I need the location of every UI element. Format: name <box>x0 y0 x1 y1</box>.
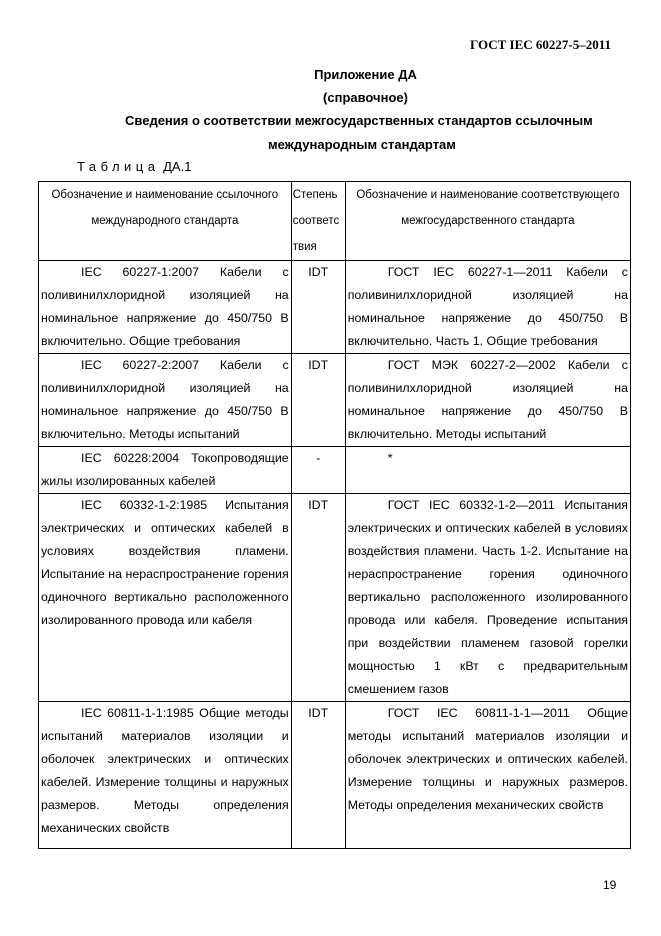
cell-degree: IDT <box>291 261 345 354</box>
header-intl-standard: Обозначение и наименование ссылочного международного стандарта <box>39 182 292 261</box>
document-code: ГОСТ IEC 60227-5–2011 <box>470 37 612 52</box>
table-row <box>39 447 631 494</box>
cell-degree: IDT <box>291 702 345 849</box>
cell-degree: IDT <box>291 494 345 702</box>
cell-interstate-standard: ГОСТ IEC 60332-1-2—2011 Испытания электрических и оптических кабелей в условиях воздействия пламени. Часть 1-2. Испытание на нераспространение горения одиночного вертикально расположенного изолированного провода или кабеля. Проведение испытания при воздействии пламенем газовой горелки мощностью 1 кВт с предварительным смешением газов <box>345 494 630 702</box>
cell-degree: IDT <box>291 354 345 447</box>
appendix-title: Приложение ДА <box>314 67 417 82</box>
page-number: 19 <box>603 878 617 892</box>
cell-interstate-standard: ГОСТ IEC 60811-1-1—2011 Общие методы испытаний материалов изоляции и оболочек электрических и оптических кабелей. Измерение толщины и наружных размеров. Методы определения механических свойств <box>345 702 630 849</box>
table-caption-number: ДА.1 <box>163 159 192 174</box>
cell-intl-standard: IEC 60227-2:2007 Кабели с поливинилхлоридной изоляцией на номинальное напряжение до 450/750 В включительно. Методы испытаний <box>39 354 292 447</box>
table-row <box>39 261 631 354</box>
table-header-row <box>39 182 631 261</box>
header-degree: Степень соответствия <box>291 182 345 261</box>
table-caption <box>77 159 191 174</box>
table-row <box>39 494 631 702</box>
cell-intl-standard: IEC 60227-1:2007 Кабели с поливинилхлоридной изоляцией на номинальное напряжение до 450/750 В включительно. Общие требования <box>39 261 292 354</box>
table-row <box>39 702 631 849</box>
cell-intl-standard: IEC 60811-1-1:1985 Общие методы испытаний материалов изоляции и оболочек электрических и оптических кабелей. Измерение толщины и наружных размеров. Методы определения механических свойств <box>39 702 292 849</box>
cell-interstate-standard: * <box>345 447 630 494</box>
table-caption-word: Таблица <box>77 159 160 174</box>
appendix-subtitle-line2: международным стандартам <box>268 137 456 152</box>
table-row <box>39 354 631 447</box>
header-interstate-standard: Обозначение и наименование соответствующего межгосударственного стандарта <box>345 182 630 261</box>
cell-interstate-standard: ГОСТ IEC 60227-1—2011 Кабели с поливинилхлоридной изоляцией на номинальное напряжение до 450/750 В включительно. Часть 1. Общие требования <box>345 261 630 354</box>
cell-intl-standard: IEC 60228:2004 Токопроводящие жилы изолированных кабелей <box>39 447 292 494</box>
cell-interstate-standard: ГОСТ МЭК 60227-2—2002 Кабели с поливинилхлоридной изоляцией на номинальное напряжение до 450/750 В включительно. Методы испытаний <box>345 354 630 447</box>
cell-intl-standard: IEC 60332-1-2:1985 Испытания электрических и оптических кабелей в условиях воздействия пламени. Испытание на нераспространение горения одиночного вертикально расположенного изолированного провода или кабеля <box>39 494 292 702</box>
cell-degree: - <box>291 447 345 494</box>
correspondence-table <box>38 181 631 849</box>
appendix-subtitle-line1: Сведения о соответствии межгосударственных стандартов ссылочным <box>125 113 593 128</box>
appendix-kind: (справочное) <box>323 90 408 105</box>
